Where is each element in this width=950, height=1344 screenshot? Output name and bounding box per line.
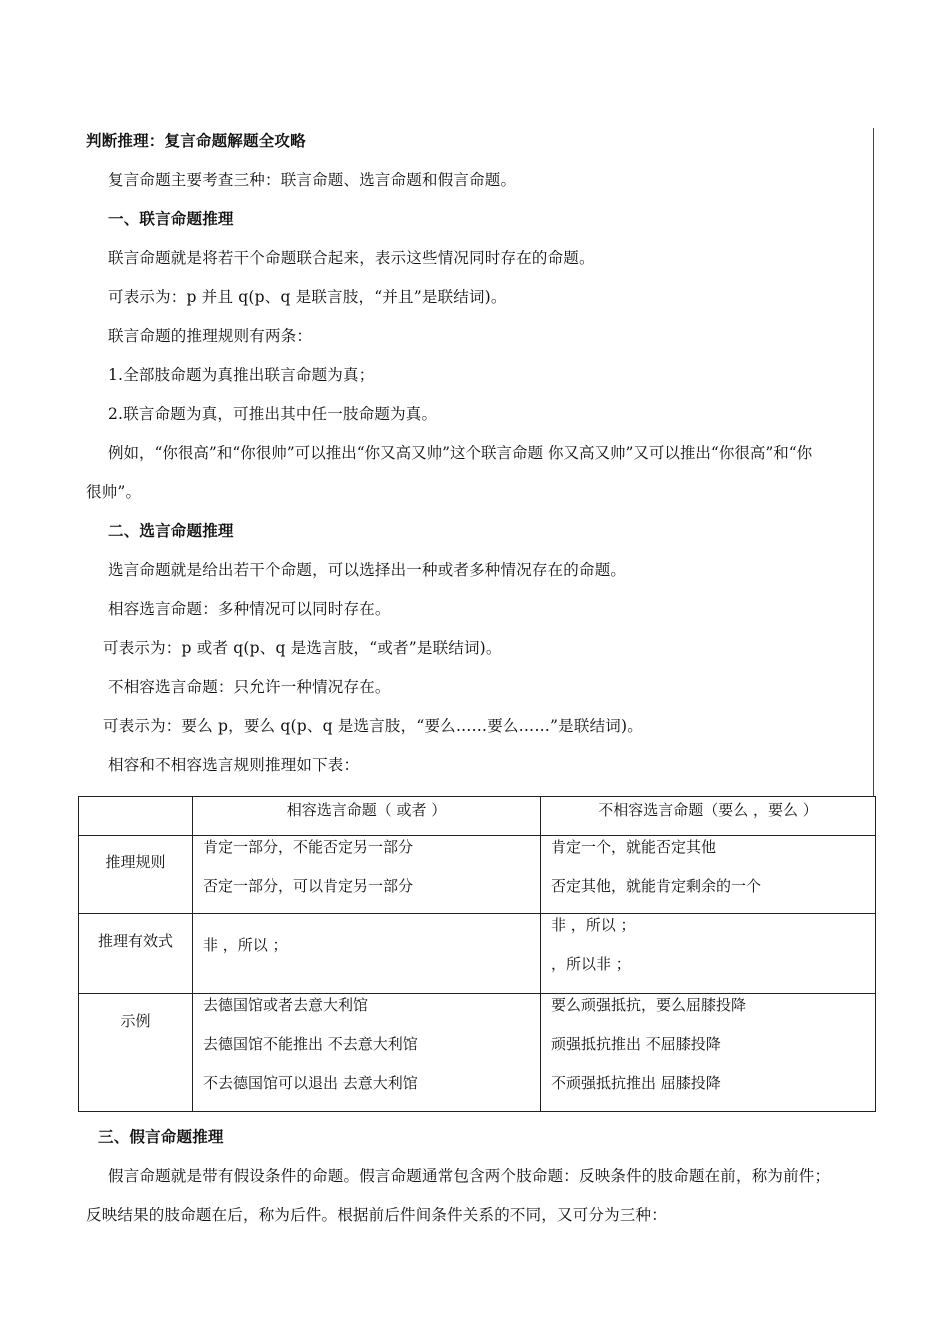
document-title: 判断推理：复言命题解题全攻略 xyxy=(86,131,306,150)
cell-line: 非 ，所以 ； xyxy=(551,916,636,934)
section-2-heading: 二、选言命题推理 xyxy=(108,521,234,540)
conjunctive-example-line-2: 很帅”。 xyxy=(86,483,142,501)
cell-line: 否定一部分，可以肯定另一部分 xyxy=(203,877,414,895)
header-cell-compatible: 相容选言命题（ 或者 ） xyxy=(193,797,541,836)
compatible-form: 可表示为：p 或者 q(p、q 是选言肢，“或者”是联结词)。 xyxy=(103,639,502,657)
cell-incompatible-valid-forms xyxy=(541,914,876,994)
cell-compatible-rules xyxy=(193,836,541,914)
table-row xyxy=(79,994,876,1112)
section-1-heading: 一、联言命题推理 xyxy=(108,209,234,228)
cell-line: 肯定一个，就能否定其他 xyxy=(551,838,717,856)
header-cell-empty xyxy=(79,797,193,836)
section-3-heading: 三、假言命题推理 xyxy=(98,1127,224,1146)
row-label-valid-forms: 推理有效式 xyxy=(79,914,193,994)
conjunctive-rule-2: 2.联言命题为真，可推出其中任一肢命题为真。 xyxy=(108,405,438,423)
table-header-row xyxy=(79,797,876,836)
row-label-examples: 示例 xyxy=(79,994,193,1112)
table-row xyxy=(79,836,876,914)
cell-line: ，所以非 ； xyxy=(551,955,631,973)
cell-incompatible-examples xyxy=(541,994,876,1112)
cell-line: 去德国馆或者去意大利馆 xyxy=(203,996,369,1014)
cell-incompatible-rules xyxy=(541,836,876,914)
cell-line: 要么顽强抵抗，要么屈膝投降 xyxy=(551,996,747,1014)
table-row xyxy=(79,914,876,994)
incompatible-form: 可表示为：要么 p，要么 q(p、q 是选言肢，“要么……要么……”是联结词)。 xyxy=(103,717,643,735)
compatible-definition: 相容选言命题：多种情况可以同时存在。 xyxy=(108,600,391,618)
cell-line: 不去德国馆可以退出 去意大利馆 xyxy=(203,1074,418,1092)
cell-compatible-examples xyxy=(193,994,541,1112)
conjunctive-rules-intro: 联言命题的推理规则有两条： xyxy=(108,327,313,345)
conjunctive-definition: 联言命题就是将若干个命题联合起来，表示这些情况同时存在的命题。 xyxy=(108,249,595,267)
cell-line: 顽强抵抗推出 不屈膝投降 xyxy=(551,1035,721,1053)
cell-line: 肯定一部分，不能否定另一部分 xyxy=(203,838,414,856)
hypothetical-definition-line-1: 假言命题就是带有假设条件的命题。假言命题通常包含两个肢命题：反映条件的肢命题在前，称为前件； xyxy=(108,1167,831,1185)
page-right-border xyxy=(873,128,874,796)
incompatible-definition: 不相容选言命题：只允许一种情况存在。 xyxy=(108,678,391,696)
hypothetical-definition-line-2: 反映结果的肢命题在后，称为后件。根据前后件间条件关系的不同，又可分为三种： xyxy=(86,1206,667,1224)
cell-compatible-valid-forms xyxy=(193,914,541,994)
intro-paragraph: 复言命题主要考查三种：联言命题、选言命题和假言命题。 xyxy=(108,171,517,189)
conjunctive-rule-1: 1.全部肢命题为真推出联言命题为真； xyxy=(108,366,375,384)
cell-line: 否定其他，就能肯定剩余的一个 xyxy=(551,877,762,895)
conjunctive-form: 可表示为：p 并且 q(p、q 是联言肢，“并且”是联结词)。 xyxy=(108,288,507,306)
disjunctive-definition: 选言命题就是给出若干个命题，可以选择出一种或者多种情况存在的命题。 xyxy=(108,561,627,579)
cell-line: 不顽强抵抗推出 屈膝投降 xyxy=(551,1074,721,1092)
disjunctive-rules-table xyxy=(78,796,876,1112)
cell-line: 非 ，所以 ； xyxy=(203,936,288,954)
table-intro: 相容和不相容选言规则推理如下表： xyxy=(108,756,360,774)
conjunctive-example-line-1: 例如，“你很高”和“你很帅”可以推出“你又高又帅”这个联言命题 你又高又帅”又可以推出“你很高”和“你 xyxy=(108,444,813,462)
header-cell-incompatible: 不相容选言命题（要么 ，要么 ） xyxy=(541,797,876,836)
cell-line: 去德国馆不能推出 不去意大利馆 xyxy=(203,1035,418,1053)
row-label-rules: 推理规则 xyxy=(79,836,193,914)
